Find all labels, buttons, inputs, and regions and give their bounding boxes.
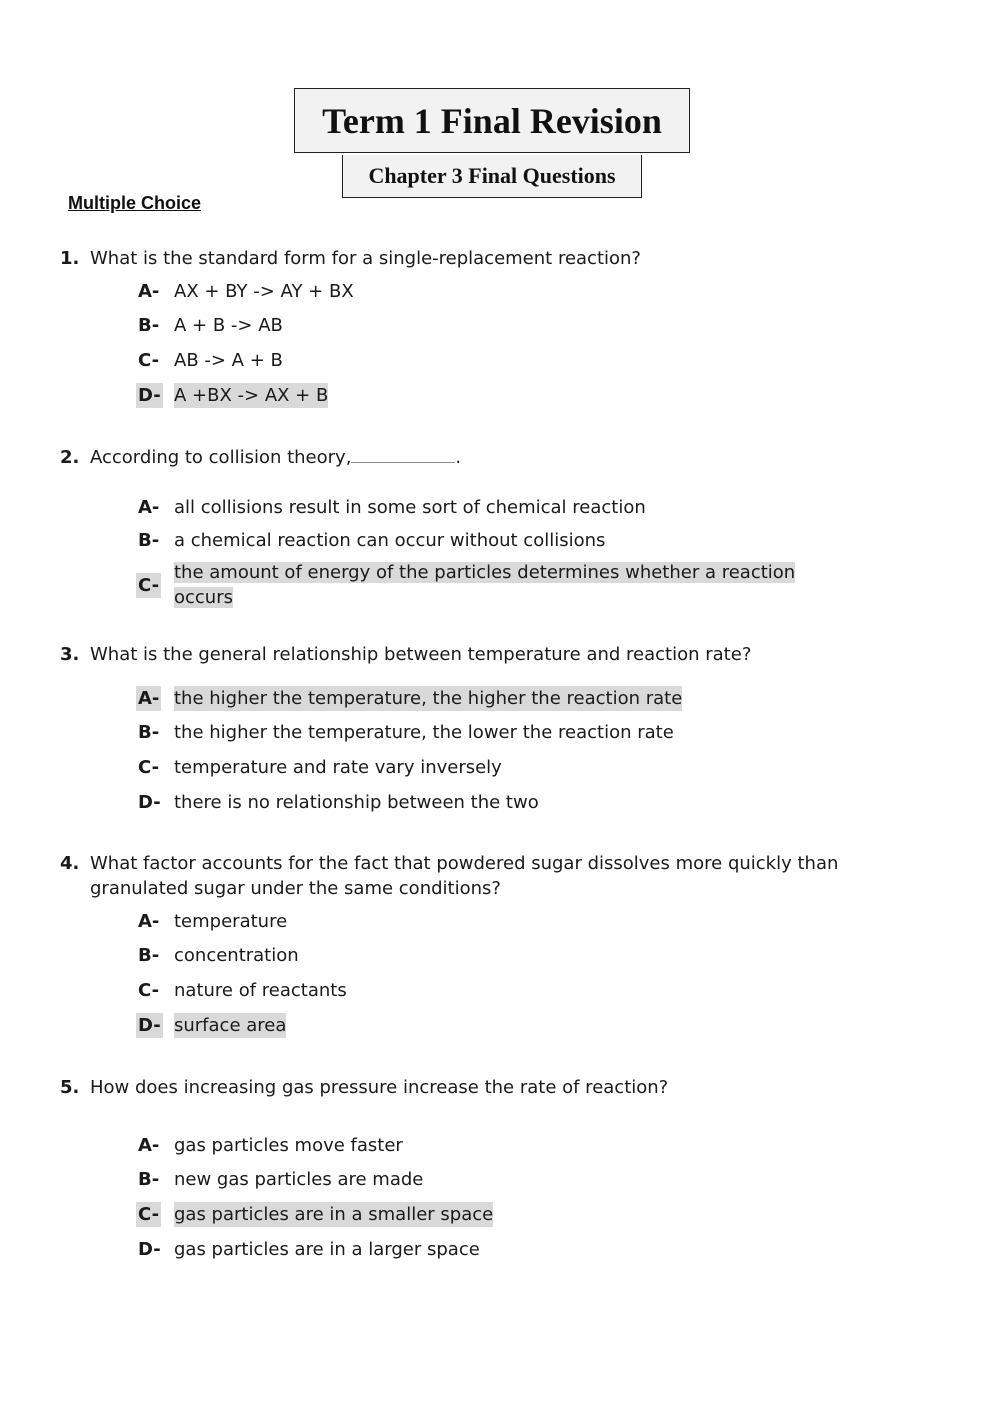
page-title: Term 1 Final Revision: [294, 88, 690, 153]
option-text: A + B -> AB: [174, 315, 283, 336]
question-text: What is the general relationship between temperature and reaction rate?: [90, 644, 752, 665]
option-text: a chemical reaction can occur without collisions: [174, 530, 606, 551]
option-text: gas particles are in a smaller space: [174, 1204, 494, 1225]
option-letter: B-: [138, 530, 160, 551]
answer-blank: [351, 446, 455, 463]
option-letter: C-: [138, 575, 160, 596]
option-letter: A-: [138, 1135, 160, 1156]
page-subtitle: Chapter 3 Final Questions: [342, 155, 642, 198]
option-letter: D-: [138, 1015, 161, 1036]
option-letter: B-: [138, 1169, 160, 1190]
option-text-highlight: the amount of energy of the particles determines whether a reaction occurs: [174, 562, 796, 608]
option-letter: A-: [138, 497, 160, 518]
option-text: AX + BY -> AY + BX: [174, 281, 354, 302]
question-number: 4.: [60, 853, 80, 874]
option-text: all collisions result in some sort of chemical reaction: [174, 497, 646, 518]
option-letter: C-: [138, 980, 160, 1001]
option-text: surface area: [174, 1015, 287, 1036]
option-text: the higher the temperature, the higher the reaction rate: [174, 688, 683, 709]
option-text: there is no relationship between the two: [174, 792, 539, 813]
question-number: 3.: [60, 644, 80, 665]
option-text: temperature and rate vary inversely: [174, 757, 502, 778]
question-number: 2.: [60, 447, 80, 468]
option-letter: A-: [138, 911, 160, 932]
section-heading: Multiple Choice: [68, 193, 202, 213]
option-letter: C-: [138, 757, 160, 778]
option-text: concentration: [174, 945, 299, 966]
question-text: What is the standard form for a single-replacement reaction?: [90, 248, 641, 269]
option-letter: D-: [138, 1239, 161, 1260]
option-text: gas particles move faster: [174, 1135, 403, 1156]
option-text: gas particles are in a larger space: [174, 1239, 480, 1260]
option-letter: D-: [138, 792, 161, 813]
option-text: new gas particles are made: [174, 1169, 424, 1190]
option-text: A +BX -> AX + B: [174, 385, 329, 406]
option-letter: C-: [138, 350, 160, 371]
question-text: What factor accounts for the fact that powdered sugar dissolves more quickly than granulated sugar under the same conditions?: [90, 853, 839, 899]
question-number: 5.: [60, 1077, 80, 1098]
option-letter: C-: [138, 1204, 160, 1225]
option-letter: A-: [138, 688, 160, 709]
question-number: 1.: [60, 248, 80, 269]
question-text: How does increasing gas pressure increase the rate of reaction?: [90, 1077, 669, 1098]
option-letter: B-: [138, 945, 160, 966]
question-text-after-blank: .: [455, 447, 462, 468]
option-text: AB -> A + B: [174, 350, 283, 371]
option-text: [174, 560, 814, 610]
question-text: [90, 445, 890, 470]
question-text-before-blank: According to collision theory,: [90, 447, 352, 468]
option-text: nature of reactants: [174, 980, 347, 1001]
option-letter: B-: [138, 315, 160, 336]
option-letter: B-: [138, 722, 160, 743]
option-letter: D-: [138, 385, 161, 406]
option-text: temperature: [174, 911, 288, 932]
option-letter: A-: [138, 281, 160, 302]
option-text: the higher the temperature, the lower the reaction rate: [174, 722, 674, 743]
